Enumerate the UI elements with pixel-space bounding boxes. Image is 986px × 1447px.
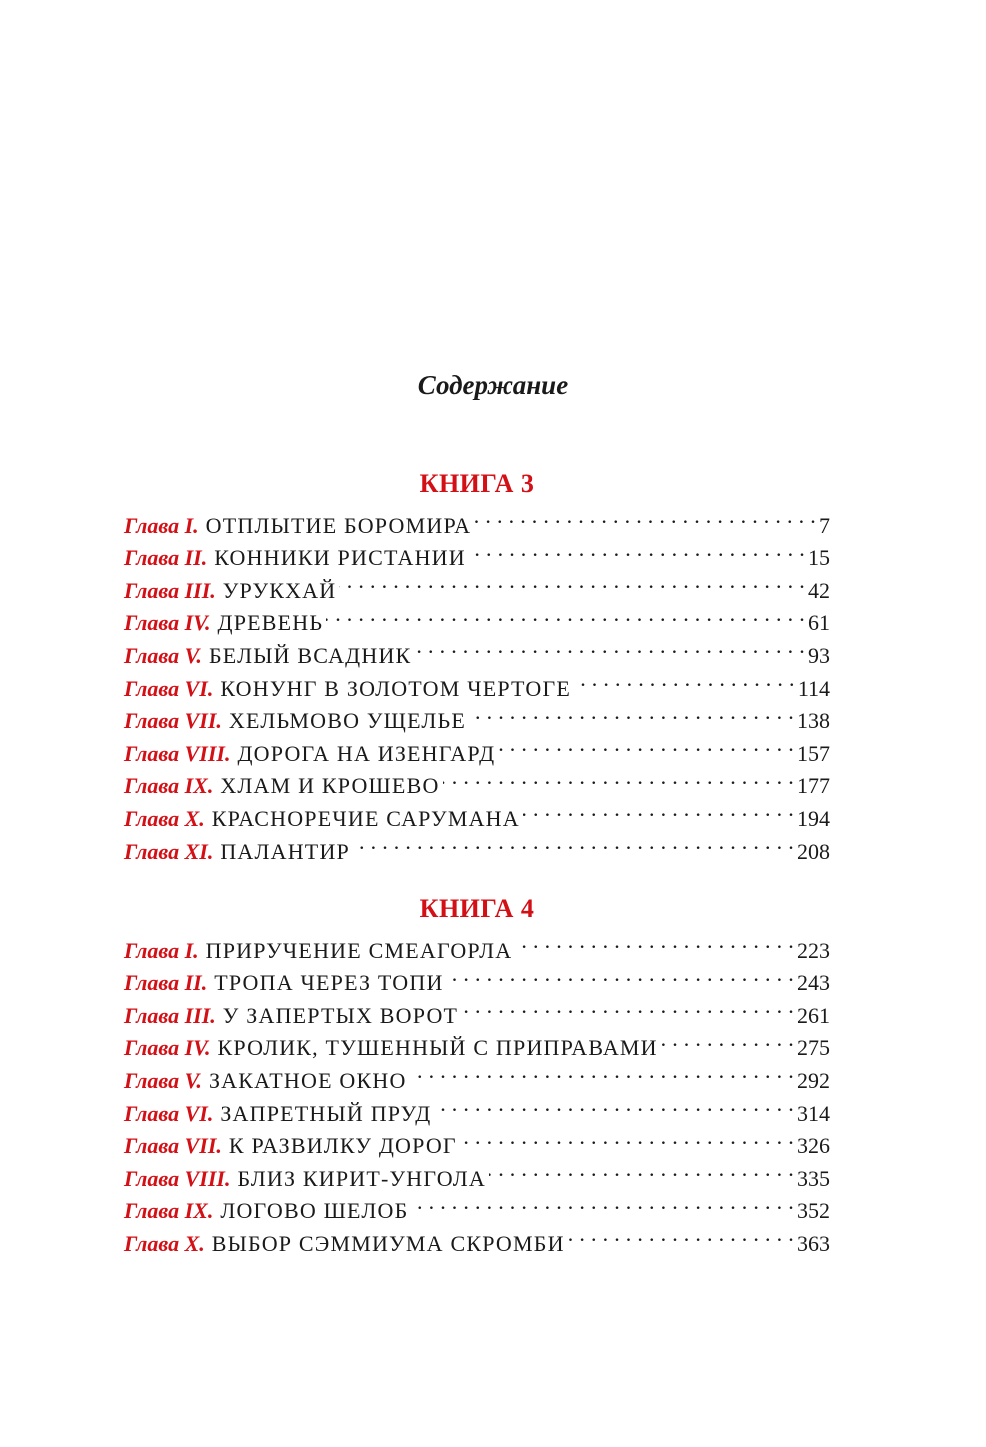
toc-entry[interactable] xyxy=(124,500,830,538)
chapter-label: Глава V. xyxy=(124,642,202,668)
page-number: 61 xyxy=(808,610,830,636)
page-number: 223 xyxy=(797,937,830,963)
book-4-section xyxy=(124,893,830,1256)
page-number: 292 xyxy=(797,1067,830,1093)
chapter-title: ЗАКАТНОЕ ОКНО xyxy=(208,1067,407,1093)
chapter-label: Глава VIII. xyxy=(124,740,231,766)
page-number: 352 xyxy=(797,1198,830,1224)
page-title: Содержание xyxy=(417,370,569,400)
page-number: 314 xyxy=(797,1100,830,1126)
chapter-title: ВЫБОР СЭММИУМА СКРОМБИ xyxy=(211,1230,565,1256)
page-number: 326 xyxy=(797,1133,830,1159)
chapter-title: ЗАПРЕТНЫЙ ПРУД xyxy=(220,1100,432,1126)
dot-leader xyxy=(414,630,805,663)
dot-leader xyxy=(410,1055,794,1088)
dot-leader xyxy=(339,565,805,598)
chapter-label: Глава IV. xyxy=(124,610,211,636)
page-number: 261 xyxy=(797,1002,830,1028)
chapter-title: ЛОГОВО ШЕЛОБ xyxy=(220,1198,409,1224)
chapter-title: ХЛАМ И КРОШЕВО xyxy=(220,773,440,799)
chapter-label: Глава II. xyxy=(124,545,208,571)
chapter-title: ДОРОГА НА ИЗЕНГАРД xyxy=(237,740,496,766)
page-number: 7 xyxy=(819,512,830,538)
chapter-title: ТРОПА ЧЕРЕЗ ТОПИ xyxy=(214,970,444,996)
dot-leader xyxy=(460,1121,794,1154)
chapter-label: Глава II. xyxy=(124,970,208,996)
book-heading: КНИГА 3 xyxy=(419,469,535,498)
chapter-label: Глава III. xyxy=(124,1002,216,1028)
page-number: 363 xyxy=(797,1230,830,1256)
page-number: 335 xyxy=(797,1165,830,1191)
toc-entry[interactable] xyxy=(124,925,830,963)
chapter-title: ДРЕВЕНЬ xyxy=(217,610,324,636)
chapter-title: БЕЛЫЙ ВСАДНИК xyxy=(208,642,412,668)
chapter-title: КРОЛИК, ТУШЕННЫЙ С ПРИПРАВАМИ xyxy=(217,1035,658,1061)
chapter-title: КРАСНОРЕЧИЕ САРУМАНА xyxy=(211,805,520,831)
page-number: 157 xyxy=(797,740,830,766)
chapter-label: Глава X. xyxy=(124,805,205,831)
dot-leader xyxy=(447,958,794,991)
dot-leader xyxy=(443,761,794,794)
dot-leader xyxy=(574,663,795,696)
page-number: 275 xyxy=(797,1035,830,1061)
page-number: 243 xyxy=(797,970,830,996)
chapter-label: Глава III. xyxy=(124,577,216,603)
page-number: 208 xyxy=(797,838,830,864)
dot-leader xyxy=(434,1088,794,1121)
chapter-title: УРУКХАЙ xyxy=(222,577,337,603)
chapter-title: КОННИКИ РИСТАНИИ xyxy=(214,545,466,571)
page-number: 114 xyxy=(797,675,830,701)
chapter-label: Глава IV. xyxy=(124,1035,211,1061)
dot-leader xyxy=(461,990,794,1023)
dot-leader xyxy=(326,598,805,631)
dot-leader xyxy=(469,696,794,729)
chapter-label: Глава I. xyxy=(124,937,199,963)
page-number: 138 xyxy=(797,708,830,734)
chapter-title: ХЕЛЬМОВО УЩЕЛЬЕ xyxy=(228,708,467,734)
chapter-label: Глава XI. xyxy=(124,838,214,864)
chapter-title: У ЗАПЕРТЫХ ВОРОТ xyxy=(222,1002,459,1028)
chapter-label: Глава VII. xyxy=(124,1133,222,1159)
chapter-title: К РАЗВИЛКУ ДОРОГ xyxy=(228,1133,457,1159)
chapter-title: ОТПЛЫТИЕ БОРОМИРА xyxy=(205,512,472,538)
toc-list xyxy=(124,500,830,864)
dot-leader xyxy=(489,1153,794,1186)
chapter-label: Глава IX. xyxy=(124,1198,214,1224)
book-heading: КНИГА 4 xyxy=(419,894,535,923)
dot-leader xyxy=(568,1218,794,1251)
dot-leader xyxy=(353,826,794,859)
chapter-label: Глава VIII. xyxy=(124,1165,231,1191)
dot-leader xyxy=(474,500,816,533)
page-number: 42 xyxy=(808,577,830,603)
dot-leader xyxy=(498,728,794,761)
page-number: 177 xyxy=(797,773,830,799)
toc-list xyxy=(124,925,830,1256)
chapter-label: Глава I. xyxy=(124,512,199,538)
chapter-label: Глава IX. xyxy=(124,773,214,799)
dot-leader xyxy=(411,1186,794,1219)
page-number: 15 xyxy=(808,545,830,571)
book-3-section xyxy=(124,468,830,864)
dot-leader xyxy=(523,793,794,826)
dot-leader xyxy=(469,533,805,566)
dot-leader xyxy=(515,925,794,958)
chapter-title: ПРИРУЧЕНИЕ СМЕАГОРЛА xyxy=(205,937,513,963)
chapter-label: Глава V. xyxy=(124,1067,202,1093)
page-number: 93 xyxy=(808,642,830,668)
page-number: 194 xyxy=(797,805,830,831)
chapter-title: БЛИЗ КИРИТ-УНГОЛА xyxy=(237,1165,486,1191)
dot-leader xyxy=(661,1023,794,1056)
chapter-label: Глава VI. xyxy=(124,675,214,701)
chapter-title: КОНУНГ В ЗОЛОТОМ ЧЕРТОГЕ xyxy=(220,675,572,701)
chapter-label: Глава VII. xyxy=(124,708,222,734)
chapter-label: Глава VI. xyxy=(124,1100,214,1126)
chapter-title: ПАЛАНТИР xyxy=(220,838,350,864)
chapter-label: Глава X. xyxy=(124,1230,205,1256)
